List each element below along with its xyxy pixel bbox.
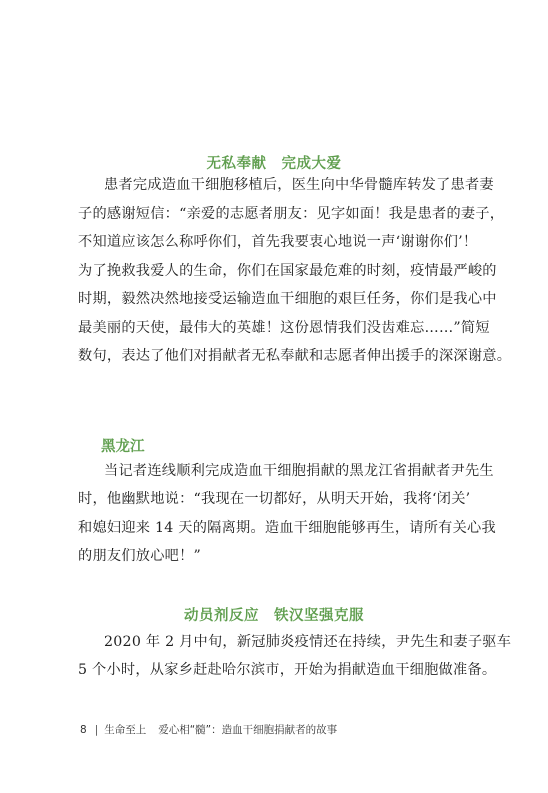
paragraph-line: 最美丽的天使，最伟大的英雄！这份恩情我们没齿难忘……”简短: [78, 320, 490, 336]
paragraph-line: 患者完成造血干细胞移植后，医生向中华骨髓库转发了患者妻: [104, 177, 494, 193]
section-heading-selfless-dedication: 无私奉献 完成大爱: [206, 155, 342, 172]
paragraph-line: 时期，毅然决然地接受运输造血干细胞的艰巨任务，你们是我心中: [78, 291, 497, 307]
paragraph-line: 2020 年 2 月中旬，新冠肺炎疫情还在持续，尹先生和妻子驱车: [104, 634, 512, 650]
section-heading-mobilizer-reaction: 动员剂反应 铁汉坚强克服: [184, 607, 364, 624]
page-footer: [80, 722, 337, 737]
footer-separator: |: [94, 724, 99, 736]
paragraph-line: 为了挽救我爱人的生命，你们在国家最危难的时刻，疫情最严峻的: [78, 263, 497, 279]
paragraph-line: 不知道应该怎么称呼你们，首先我要衷心地说一声‘谢谢你们’！: [78, 234, 478, 250]
footer-book-title: 爱心相“髓”：造血干细胞捐献者的故事: [158, 724, 338, 736]
paragraph-line: 5 个小时，从家乡赶赴哈尔滨市，开始为捐献造血干细胞做准备。: [78, 662, 497, 678]
paragraph-line: 和媳妇迎来 14 天的隔离期。造血干细胞能够再生，请所有关心我: [78, 520, 496, 536]
paragraph-line: 当记者连线顺利完成造血干细胞捐献的黑龙江省捐献者尹先生: [104, 463, 494, 479]
page-number: 8: [80, 724, 87, 736]
paragraph-line: 子的感谢短信：“亲爱的志愿者朋友：见字如面！我是患者的妻子，: [78, 206, 505, 222]
footer-part-label: 生命至上: [104, 724, 147, 736]
paragraph-line: 的朋友们放心吧！”: [78, 548, 202, 564]
paragraph-line: 时，他幽默地说：“我现在一切都好，从明天开始，我将‘闭关’: [78, 491, 471, 507]
paragraph-line: 数句，表达了他们对捐献者无私奉献和志愿者伸出援手的深深谢意。: [78, 348, 512, 364]
section-heading-heilongjiang: 黑龙江: [101, 438, 145, 455]
